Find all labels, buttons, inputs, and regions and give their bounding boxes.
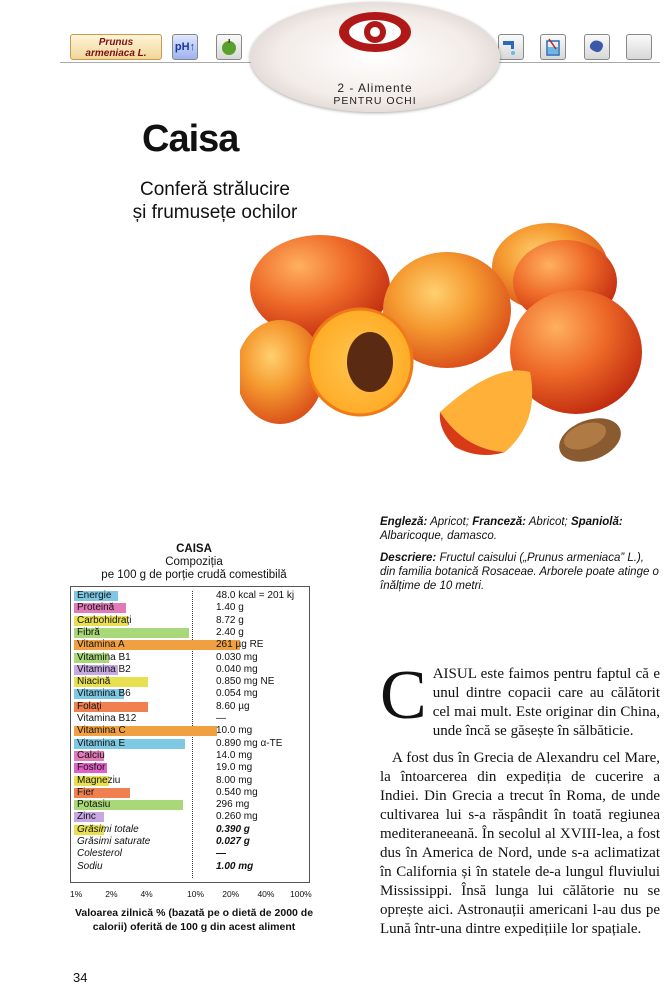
ph-icon — [172, 34, 198, 60]
latin-name-line1: Prunus — [98, 37, 134, 48]
axis-tick: 10% — [187, 889, 205, 899]
nutrient-value: 10.0 mg — [216, 725, 253, 737]
nutrient-row — [71, 664, 309, 676]
nutrient-label: Vitamina E — [77, 737, 126, 749]
french-value: Abricot; — [528, 516, 568, 528]
nutrient-row — [71, 848, 309, 860]
nutrient-value: 1.40 g — [216, 602, 244, 614]
nutrient-value: 8.72 g — [216, 614, 244, 626]
page-number: 34 — [73, 970, 88, 985]
nutrient-value: — — [216, 848, 226, 860]
nutrient-value: 1.00 mg — [216, 860, 254, 872]
drop-cap: C — [380, 657, 427, 734]
nutrient-label: Proteină — [77, 602, 115, 614]
axis-tick: 2% — [105, 889, 118, 899]
table-subtitle-1: Compoziția — [165, 556, 223, 568]
nutrient-value: 0.850 mg NE — [216, 676, 275, 688]
subtitle-line1: Conferă strălucire — [140, 179, 290, 200]
nutrient-label: Niacină — [77, 676, 111, 688]
nutrient-label: Fier — [77, 786, 95, 798]
nutrient-row — [71, 775, 309, 787]
organ-icon — [584, 34, 610, 60]
nutrient-value: 0.540 mg — [216, 786, 258, 798]
nutrient-value: 48.0 kcal = 201 kj — [216, 590, 295, 601]
spanish-value: Albaricoque, damasco. — [380, 530, 497, 542]
paragraph-1 — [380, 657, 660, 741]
nutrient-row — [71, 738, 309, 750]
nutrient-row — [71, 615, 309, 627]
nutrient-row — [71, 676, 309, 688]
latin-name-line2: armeniaca L. — [85, 48, 147, 59]
axis-tick: 40% — [257, 889, 275, 899]
nutrient-label: Calciu — [77, 749, 105, 761]
translations — [380, 515, 660, 543]
section-label — [250, 82, 500, 108]
nutrient-label: Folați — [77, 700, 102, 712]
latin-name-tag — [70, 34, 162, 60]
nutrient-row — [71, 627, 309, 639]
nutrient-label: Vitamina B1 — [77, 651, 131, 663]
nutrient-value: 0.890 mg α-TE — [216, 737, 283, 749]
table-subtitle-2: pe 100 g de porție crudă comestibilă — [101, 569, 287, 581]
subtitle-line2: și frumusețe ochilor — [132, 202, 298, 223]
description-label: Descriere: — [380, 552, 437, 564]
english-value: Apricot; — [430, 516, 470, 528]
axis-tick: 20% — [222, 889, 240, 899]
nutrient-label: Vitamina A — [77, 639, 125, 651]
nutrient-value: — — [216, 713, 226, 724]
nutrient-label: Colesterol — [77, 848, 123, 860]
nutrient-value: 19.0 mg — [216, 762, 253, 774]
nutrient-value: 8.60 µg — [216, 700, 250, 712]
nutrient-value: 2.40 g — [216, 626, 244, 638]
axis-tick: 4% — [140, 889, 153, 899]
nutrient-label: Vitamina B12 — [77, 713, 137, 724]
axis-tick: 100% — [290, 889, 312, 899]
section-label-line1: 2 - Alimente — [337, 81, 413, 95]
nutrient-value: 261 µg RE — [216, 639, 264, 651]
nutrient-label: Fosfor — [77, 762, 106, 774]
table-title: CAISA — [176, 543, 212, 555]
description — [380, 551, 660, 593]
nutrient-row — [71, 762, 309, 774]
nutrient-label: Grăsimi totale — [77, 823, 139, 835]
nutrient-label: Zinc — [77, 811, 96, 823]
paragraph-1-text: AISUL este faimos pentru faptul că e unul dintre copacii care au călătorit cel mai mult. Este originar din China, unde încă se găsește în sălbăticie. — [432, 666, 660, 739]
nutrient-row — [71, 652, 309, 664]
nutrient-label: Vitamina B6 — [77, 688, 131, 700]
nutrient-value: 0.390 g — [216, 823, 250, 835]
nutrient-label: Energie — [77, 590, 112, 601]
nutrient-label: Potasiu — [77, 799, 111, 811]
page-title: Caisa — [142, 118, 239, 160]
nutrient-value: 0.027 g — [216, 836, 250, 847]
eye-icon — [337, 10, 413, 54]
nutrient-row — [71, 799, 309, 811]
nutrient-row — [71, 861, 309, 873]
ph-icon-label: pH↑ — [174, 41, 196, 53]
nutrient-row — [71, 725, 309, 737]
description-text: Fructul caisului („Prunus armeniaca” L.), din familia botanică Rosaceae. Arborele poate atinge o înălțime de 10 metri. — [380, 552, 659, 592]
english-label: Engleză: — [380, 516, 428, 528]
faucet-icon — [498, 34, 524, 60]
nutrient-row — [71, 750, 309, 762]
nutrient-label: Sodiu — [77, 860, 103, 872]
nutrient-value: 8.00 mg — [216, 774, 253, 786]
nutrient-row — [71, 787, 309, 799]
nutrient-label: Carbohidrați — [77, 614, 132, 626]
nutrient-label: Grăsimi saturate — [77, 836, 151, 847]
axis-tick: 1% — [70, 889, 83, 899]
glass-icon — [540, 34, 566, 60]
names-block — [380, 515, 660, 601]
nutrient-value: 14.0 mg — [216, 749, 253, 761]
french-label: Franceză: — [472, 516, 526, 528]
nutrient-value: 0.040 mg — [216, 663, 258, 675]
apple-icon — [216, 34, 242, 60]
nutrient-label: Vitamina B2 — [77, 663, 131, 675]
section-label-line2: PENTRU OCHI — [333, 95, 417, 107]
nutrient-row — [71, 639, 309, 651]
nutrient-row — [71, 713, 309, 725]
percent-axis — [70, 889, 315, 901]
nutrient-value: 0.030 mg — [216, 651, 258, 663]
nutrient-row — [71, 824, 309, 836]
nutrient-label: Vitamina C — [77, 725, 126, 737]
paragraph-2: A fost dus în Grecia de Alexandru cel Mare, la întoarcerea din expediția de cucerire a Indiei. Din Grecia a trecut în Roma, de unde cultivarea lui s-a răspândit în toată regiunea mediteraneeană. În secolul al XVIII-lea, a fost dus în America de Nord, unde s-a aclimatizat în California și în statele de-a lungul fluviului Mississippi. Însă lunga lui călătorie nu se oprește aici. Astronauții americani l-au dus pe Lună într-una dintre expedițiile lor spațiale. — [380, 750, 660, 937]
page-subtitle — [115, 178, 315, 224]
blank-icon — [626, 34, 652, 60]
article-body — [380, 657, 660, 947]
nutrition-table — [70, 586, 310, 883]
nutrient-row — [71, 811, 309, 823]
table-header — [74, 543, 314, 582]
table-caption: Valoarea zilnică % (bazată pe o dietă de 2000 de calorii) oferită de 100 g din acest aliment — [74, 907, 314, 933]
nutrient-label: Magneziu — [77, 774, 121, 786]
nutrient-value: 0.260 mg — [216, 811, 258, 823]
nutrient-row — [71, 701, 309, 713]
nutrient-value: 296 mg — [216, 799, 250, 811]
nutrient-row — [71, 688, 309, 700]
nutrient-value: 0.054 mg — [216, 688, 258, 700]
spanish-label: Spaniolă: — [570, 516, 623, 528]
nutrient-label: Fibră — [77, 626, 100, 638]
section-badge — [250, 2, 500, 112]
nutrient-row — [71, 836, 309, 848]
apricot-photo — [240, 222, 670, 472]
nutrient-row — [71, 602, 309, 614]
nutrient-row — [71, 590, 309, 602]
